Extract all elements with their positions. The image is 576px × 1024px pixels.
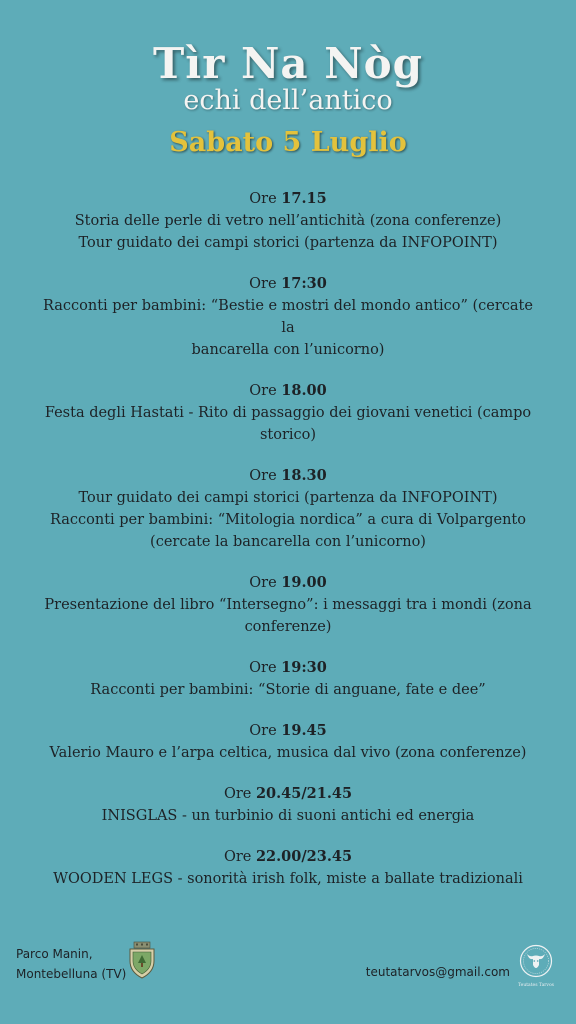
entry-time-line bbox=[40, 783, 536, 805]
entry-time-line bbox=[40, 273, 536, 295]
entry-description-line: conferenze) bbox=[244, 619, 332, 635]
entry-time-line bbox=[40, 188, 536, 210]
bull-head-logo-icon bbox=[519, 944, 553, 978]
entry-time-line bbox=[40, 572, 536, 594]
schedule-entry bbox=[40, 720, 536, 764]
entry-description-line: Valerio Mauro e l’arpa celtica, musica dal vivo (zona conferenze) bbox=[49, 745, 527, 761]
entry-time: 19.00 bbox=[281, 574, 327, 591]
entry-description-line: Presentazione del libro “Intersegno”: i messaggi tra i mondi (zona bbox=[44, 597, 532, 613]
logo-label: Teutates Tarvos bbox=[518, 983, 554, 988]
entry-time: 18.30 bbox=[281, 467, 327, 484]
entry-description-line: storico) bbox=[259, 427, 317, 443]
schedule-entry bbox=[40, 188, 536, 254]
organizer-logo bbox=[518, 944, 554, 988]
entry-description bbox=[40, 868, 536, 890]
event-subtitle: echi dell’antico bbox=[183, 85, 393, 116]
entry-description bbox=[40, 402, 536, 446]
entry-description-line: (cercate la bancarella con l’unicorno) bbox=[150, 534, 426, 550]
entry-description bbox=[40, 487, 536, 553]
entry-time-prefix: Ore bbox=[249, 660, 282, 676]
entry-time-prefix: Ore bbox=[249, 723, 282, 739]
town-crest-icon bbox=[128, 941, 156, 979]
entry-description bbox=[40, 594, 536, 638]
entry-description-line: Racconti per bambini: “Bestie e mostri del mondo antico” (cercate la bbox=[43, 298, 533, 336]
event-title: Tìr Na Nòg bbox=[153, 39, 423, 88]
entry-description-line: Racconti per bambini: “Storie di anguane, fate e dee” bbox=[90, 682, 486, 698]
entry-time: 19.45 bbox=[281, 722, 327, 739]
entry-time-line bbox=[40, 720, 536, 742]
entry-description-line: Tour guidato dei campi storici (partenza da INFOPOINT) bbox=[78, 490, 498, 506]
schedule-entry bbox=[40, 465, 536, 553]
entry-time: 17.15 bbox=[281, 190, 327, 207]
schedule bbox=[40, 188, 536, 909]
entry-time-line bbox=[40, 465, 536, 487]
entry-time-prefix: Ore bbox=[249, 468, 282, 484]
entry-description-line: Racconti per bambini: “Mitologia nordica” a cura di Volpargento bbox=[49, 512, 526, 528]
entry-time-prefix: Ore bbox=[249, 383, 282, 399]
entry-description-line: Storia delle perle di vetro nell’antichità (zona conferenze) bbox=[74, 213, 502, 229]
schedule-entry bbox=[40, 273, 536, 361]
entry-time-prefix: Ore bbox=[249, 575, 282, 591]
location-line-1: Parco Manin, bbox=[16, 947, 93, 961]
contact-email[interactable]: teutatarvos@gmail.com bbox=[365, 965, 510, 979]
entry-description bbox=[40, 295, 536, 361]
poster-header bbox=[0, 40, 576, 158]
entry-time-line bbox=[40, 380, 536, 402]
location-line-2: Montebelluna (TV) bbox=[16, 967, 127, 981]
entry-time-prefix: Ore bbox=[249, 191, 282, 207]
entry-description-line: Tour guidato dei campi storici (partenza da INFOPOINT) bbox=[78, 235, 498, 251]
schedule-entry bbox=[40, 572, 536, 638]
entry-time-prefix: Ore bbox=[223, 849, 256, 865]
schedule-entry bbox=[40, 783, 536, 827]
entry-time-prefix: Ore bbox=[223, 786, 256, 802]
entry-time-line bbox=[40, 657, 536, 679]
schedule-entry bbox=[40, 846, 536, 890]
entry-description bbox=[40, 742, 536, 764]
schedule-entry bbox=[40, 657, 536, 701]
entry-time-line bbox=[40, 846, 536, 868]
entry-time: 20.45/21.45 bbox=[255, 785, 353, 802]
entry-time: 18.00 bbox=[281, 382, 327, 399]
schedule-entry bbox=[40, 380, 536, 446]
entry-time: 22.00/23.45 bbox=[255, 848, 353, 865]
entry-time-prefix: Ore bbox=[249, 276, 282, 292]
entry-description-line: WOODEN LEGS - sonorità irish folk, miste a ballate tradizionali bbox=[53, 871, 523, 887]
entry-description bbox=[40, 679, 536, 701]
entry-description-line: Festa degli Hastati - Rito di passaggio dei giovani venetici (campo bbox=[44, 405, 532, 421]
location bbox=[16, 944, 126, 984]
event-date: Sabato 5 Luglio bbox=[169, 127, 407, 158]
entry-time: 17:30 bbox=[281, 275, 327, 292]
entry-description bbox=[40, 210, 536, 254]
entry-description-line: bancarella con l’unicorno) bbox=[191, 342, 385, 358]
entry-description bbox=[40, 805, 536, 827]
entry-description-line: INISGLAS - un turbinio di suoni antichi ed energia bbox=[101, 808, 475, 824]
entry-time: 19:30 bbox=[281, 659, 327, 676]
